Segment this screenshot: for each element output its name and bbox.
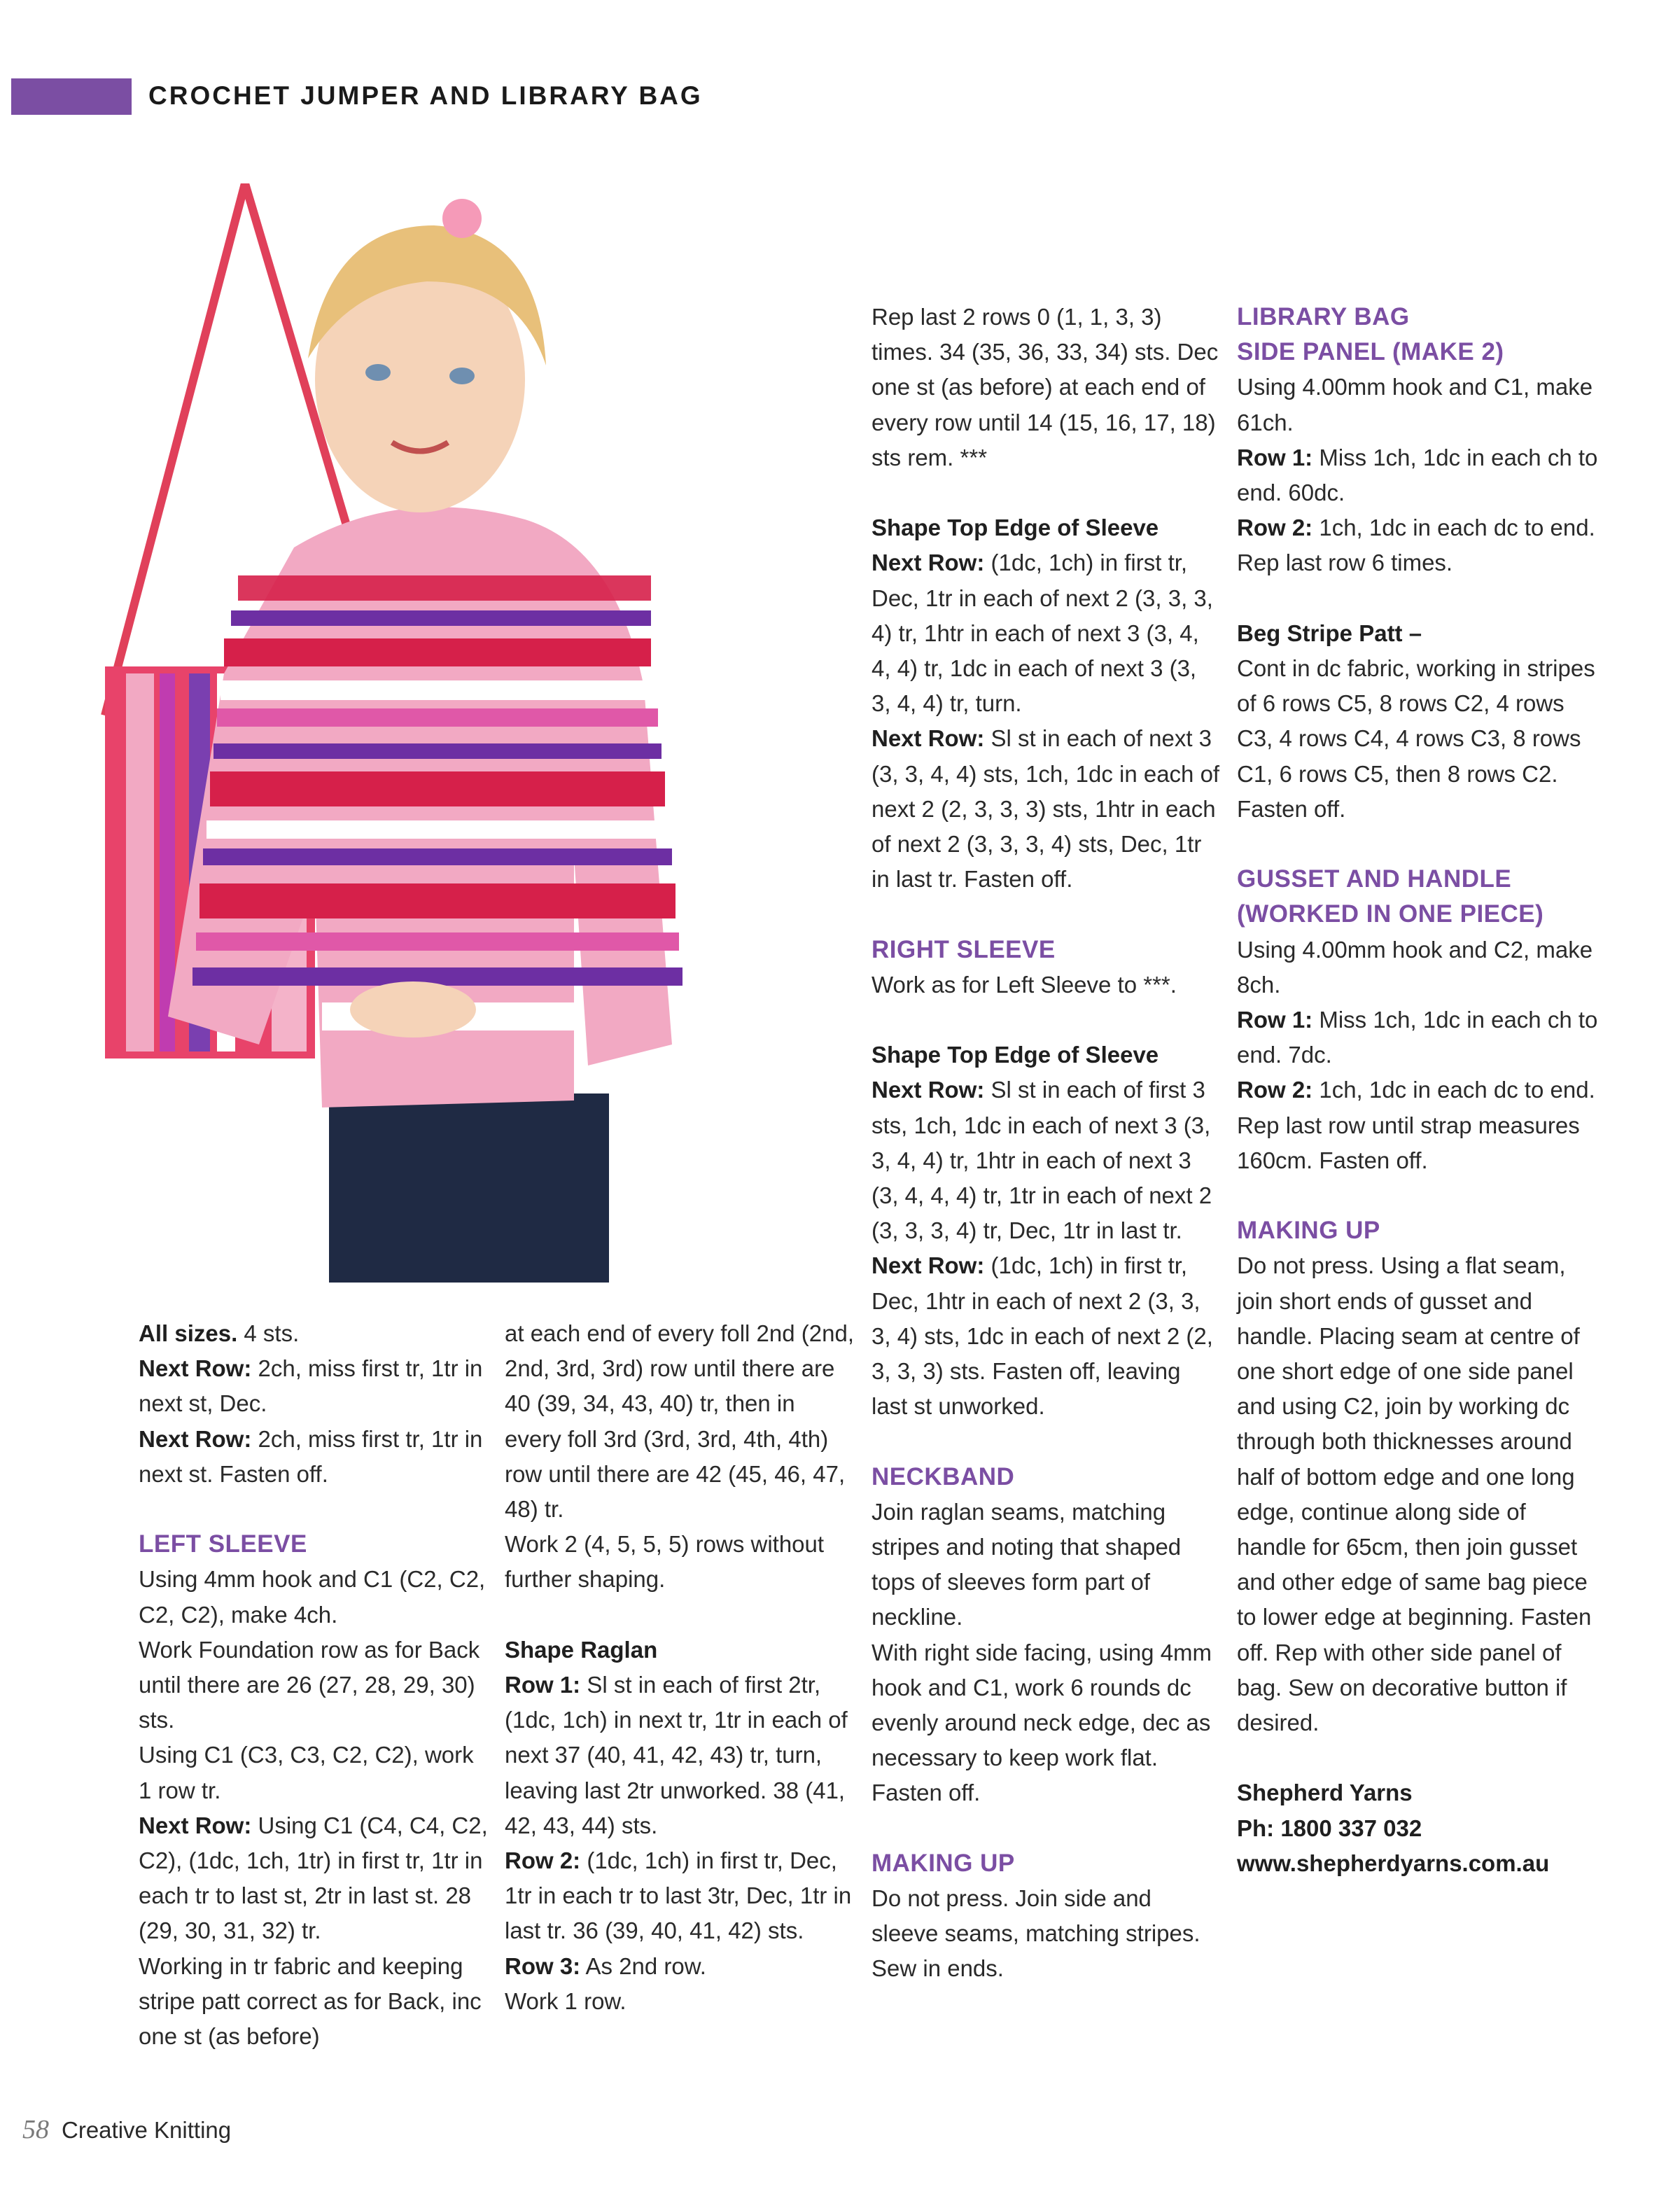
paragraph: Row 2: 1ch, 1dc in each dc to end.: [1237, 515, 1595, 541]
product-photo: [84, 183, 700, 1283]
paragraph: Using C1 (C3, C3, C2, C2), work 1 row tr.: [139, 1742, 474, 1803]
paragraph: Using 4.00mm hook and C1, make 61ch.: [1237, 374, 1593, 435]
column-4: [1237, 300, 1601, 1881]
paragraph: Row 1: Miss 1ch, 1dc in each ch to end. 60dc.: [1237, 444, 1598, 506]
page-number: 58: [22, 2115, 49, 2144]
section-heading-library-bag: LIBRARY BAG: [1237, 303, 1410, 330]
paragraph: Work Foundation row as for Back until there are 26 (27, 28, 29, 30) sts.: [139, 1636, 480, 1733]
section-heading-making-up: MAKING UP: [872, 1849, 1015, 1877]
column-2: [505, 1316, 855, 2019]
section-heading-neckband: NECKBAND: [872, 1462, 1015, 1490]
paragraph: Join raglan seams, matching stripes and noting that shaped tops of sleeves form part of neckline.: [872, 1498, 1182, 1630]
paragraph: Work as for Left Sleeve to ***.: [872, 971, 1177, 998]
section-heading-right-sleeve: RIGHT SLEEVE: [872, 935, 1056, 963]
paragraph: Row 3: As 2nd row.: [505, 1952, 706, 1979]
paragraph: Next Row: Sl st in each of next 3 (3, 3, 4, 4) sts, 1ch, 1dc in each of next 2 (2, 3, 3, 3) sts, 1htr in each of next 2 (3, 3, 3, 4) sts, Dec, 1tr in last tr. Fasten off.: [872, 725, 1220, 893]
paragraph: Rep last row until strap measures 160cm. Fasten off.: [1237, 1112, 1580, 1173]
subheading-shape-raglan: Shape Raglan: [505, 1636, 658, 1663]
paragraph: Next Row: 2ch, miss first tr, 1tr in next st, Dec.: [139, 1355, 483, 1417]
paragraph: Rep last row 6 times.: [1237, 550, 1453, 576]
column-1: [139, 1316, 489, 2054]
contact-phone: Ph: 1800 337 032: [1237, 1815, 1422, 1841]
paragraph: Next Row: (1dc, 1ch) in first tr, Dec, 1htr in each of next 2 (3, 3, 3, 4) sts, 1dc in each of next 2 (2, 3, 3, 3) sts. Fasten off, leaving last st unworked.: [872, 1252, 1213, 1420]
paragraph: Work 1 row.: [505, 1987, 626, 2014]
paragraph: at each end of every foll 2nd (2nd, 2nd, 3rd, 3rd) row until there are 40 (39, 34, 43, 40) tr, then in every foll 3rd (3rd, 3rd, 4th, 4th) row until there are 42 (45, 46, 47, 48) tr.: [505, 1320, 854, 1523]
paragraph: Do not press. Join side and sleeve seams, matching stripes. Sew in ends.: [872, 1885, 1200, 1982]
paragraph: Fasten off.: [1237, 795, 1346, 822]
paragraph: Next Row: Sl st in each of first 3 sts, 1ch, 1dc in each of next 3 (3, 3, 4, 4) tr, 1htr in each of next 3 (3, 4, 4, 4) tr, 1tr in each of next 2 (3, 3, 3, 4) tr, Dec, 1tr in last tr.: [872, 1077, 1212, 1244]
paragraph: Row 1: Sl st in each of first 2tr, (1dc, 1ch) in next tr, 1tr in each of next 37 (40, 41, 42, 43) tr, turn, leaving last 2tr unworked. 38 (41, 42, 43, 44) sts.: [505, 1672, 848, 1838]
paragraph: Work 2 (4, 5, 5, 5) rows without further shaping.: [505, 1531, 825, 1593]
paragraph: Working in tr fabric and keeping stripe patt correct as for Back, inc one st (as before): [139, 1952, 482, 2050]
paragraph: Cont in dc fabric, working in stripes of 6 rows C5, 8 rows C2, 4 rows C3, 4 rows C4, 4 rows C3, 8 rows C1, 6 rows C5, then 8 rows C2.: [1237, 655, 1595, 787]
magazine-name: Creative Knitting: [62, 2117, 232, 2143]
paragraph: With right side facing, using 4mm hook and C1, work 6 rounds dc evenly around neck edge, dec as necessary to keep work flat. Fasten off.: [872, 1639, 1212, 1806]
section-heading-left-sleeve: LEFT SLEEVE: [139, 1530, 307, 1558]
column-3: [872, 300, 1222, 1987]
paragraph: Using 4.00mm hook and C2, make 8ch.: [1237, 936, 1593, 998]
paragraph: Using 4mm hook and C1 (C2, C2, C2, C2), make 4ch.: [139, 1566, 486, 1628]
paragraph: Rep last 2 rows 0 (1, 1, 3, 3) times. 34 (35, 36, 33, 34) sts. Dec one st (as before) at each end of every row until 14 (15, 16, 17, 18) sts rem. ***: [872, 304, 1219, 470]
paragraph: All sizes. 4 sts.: [139, 1320, 300, 1346]
subheading-beg-stripe-patt: Beg Stripe Patt –: [1237, 620, 1422, 646]
header-accent-bar: [11, 78, 132, 115]
paragraph: Next Row: 2ch, miss first tr, 1tr in next st. Fasten off.: [139, 1425, 483, 1487]
page-footer: [22, 2114, 231, 2145]
paragraph: Next Row: (1dc, 1ch) in first tr, Dec, 1tr in each of next 2 (3, 3, 3, 4) tr, 1htr in each of next 3 (3, 4, 4, 4) tr, 1dc in each of next 3 (3, 3, 4, 4) tr, turn.: [872, 550, 1213, 717]
section-heading-side-panel: SIDE PANEL (MAKE 2): [1237, 338, 1504, 366]
section-heading-making-up: MAKING UP: [1237, 1217, 1380, 1245]
subheading-shape-top-edge: Shape Top Edge of Sleeve: [872, 1042, 1159, 1068]
contact-name: Shepherd Yarns: [1237, 1780, 1413, 1806]
paragraph: Row 2: 1ch, 1dc in each dc to end.: [1237, 1077, 1595, 1103]
paragraph: Row 1: Miss 1ch, 1dc in each ch to end. 7dc.: [1237, 1007, 1598, 1068]
section-heading-gusset-sub: (WORKED IN ONE PIECE): [1237, 900, 1544, 928]
subheading-shape-top-edge: Shape Top Edge of Sleeve: [872, 515, 1159, 541]
contact-website[interactable]: www.shepherdyarns.com.au: [1237, 1850, 1550, 1876]
paragraph: Row 2: (1dc, 1ch) in first tr, Dec, 1tr in each tr to last 3tr, Dec, 1tr in last tr. 36 (39, 40, 41, 42) sts.: [505, 1847, 852, 1944]
page-title: CROCHET JUMPER AND LIBRARY BAG: [148, 81, 703, 110]
section-heading-gusset: GUSSET AND HANDLE: [1237, 865, 1512, 893]
paragraph: Do not press. Using a flat seam, join short ends of gusset and handle. Placing seam at centre of one short edge of one side panel and using C2, join by working dc through both thicknesses around half of bottom edge and one long edge, continue along side of handle for 65cm, then join gusset and other edge of same bag piece to lower edge at beginning. Fasten off. Rep with other side panel of bag. Sew on decorative button if desired.: [1237, 1252, 1592, 1736]
paragraph: Next Row: Using C1 (C4, C4, C2, C2), (1dc, 1ch, 1tr) in first tr, 1tr in each tr to last st, 2tr in last st. 28 (29, 30, 31, 32) tr.: [139, 1812, 488, 1944]
